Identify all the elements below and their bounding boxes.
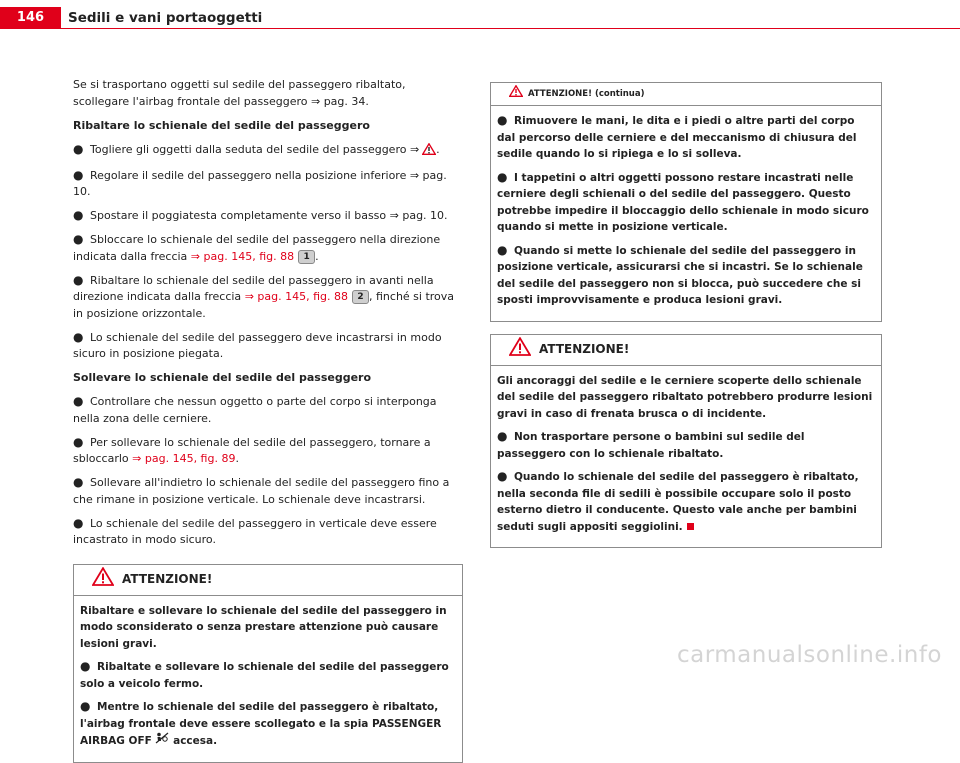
bullet-icon: ●	[73, 167, 84, 182]
page-number: 146	[0, 7, 61, 29]
warning-body-2	[491, 366, 881, 548]
bullet-icon: ●	[497, 169, 508, 184]
bullet-icon: ●	[73, 515, 84, 530]
bullet-icon: ●	[497, 429, 508, 443]
section-heading-raise: Sollevare lo schienale del sedile del passeggero	[73, 371, 372, 384]
list-item: ● Non trasportare persone o bambini sul sedile del passeggero con lo schienale ribaltato.	[497, 429, 805, 460]
warning-triangle-icon	[92, 567, 114, 592]
callout-badge: 2	[352, 290, 369, 304]
watermark: carmanualsonline.info	[676, 642, 942, 668]
list-item: ● Ribaltate e sollevare lo schienale del sedile del passeggero solo a veicolo fermo.	[80, 659, 449, 690]
warning-paragraph: Ribaltare e sollevare lo schienale del sedile del passeggero in modo sconsiderato o senza prestare attenzione può causare lesioni gravi.	[80, 604, 447, 650]
warning-title: ATTENZIONE!	[122, 572, 213, 587]
bullet-icon: ●	[73, 434, 84, 449]
warning-box	[73, 564, 463, 763]
bullet-icon: ●	[497, 469, 508, 483]
page-header	[0, 0, 960, 30]
warning-continued-box	[490, 82, 882, 322]
warning-box-2	[490, 334, 882, 549]
list-item: ● Rimuovere le mani, le dita e i piedi o altre parti del corpo dal percorso delle cerniere e del meccanismo di chiusura del sedile quando lo si ripiega e lo si solleva.	[497, 113, 857, 160]
list-item: ● Per sollevare lo schienale del sedile del passeggero, tornare a sbloccarlo ⇒ pag. 145, fig. 89.	[73, 434, 431, 465]
passenger-airbag-off-icon	[155, 735, 169, 747]
warning-body	[74, 596, 462, 762]
bullet-icon: ●	[80, 659, 91, 673]
list-item: ● I tappetini o altri oggetti possono restare incastrati nelle cerniere degli schienali o del sedile del passeggero. Questo potrebbe impedire il bloccaggio dello schienale in modo sicuro quando si mette in posizione verticale.	[497, 169, 869, 233]
list-item: ● Sbloccare lo schienale del sedile del passeggero nella direzione indicata dalla freccia ⇒ pag. 145, fig. 88 1 .	[73, 232, 441, 263]
bullet-icon: ●	[73, 208, 84, 222]
figure-reference-link[interactable]: ⇒ pag. 145, fig. 89	[132, 452, 236, 465]
list-item: ● Mentre lo schienale del sedile del passeggero è ribaltato, l'airbag frontale deve essere scollegato e la spia PASSENGER AIRBAG OFF accesa.	[80, 699, 442, 747]
bullet-icon: ●	[73, 329, 84, 344]
intro-paragraph: Se si trasportano oggetti sul sedile del passeggero ribaltato, scollegare l'airbag frontale del passeggero ⇒ pag. 34.	[73, 78, 406, 108]
warning-continued-header	[491, 83, 881, 106]
list-item: ● Ribaltare lo schienale del sedile del passeggero in avanti nella direzione indicata dalla freccia ⇒ pag. 145, fig. 88 2 , finché si trova in posizione orizzontale.	[73, 272, 455, 320]
warning-paragraph: Gli ancoraggi del sedile e le cerniere scoperte dello schienale del sedile del passeggero ribaltato potrebbero produrre lesioni gravi in caso di frenata brusca o di incidente.	[497, 374, 873, 420]
bullet-icon: ●	[73, 232, 84, 246]
warning-triangle-icon	[509, 337, 531, 362]
bullet-icon: ●	[73, 141, 84, 156]
list-item: ● Quando lo schienale del sedile del passeggero è ribaltato, nella seconda file di sedili è possibile occupare solo il posto esterno dietro il conducente. Questo vale anche per bambini seduti sugli appositi seggiolini.	[497, 469, 859, 533]
header-divider	[0, 28, 960, 29]
bullet-icon: ●	[73, 475, 84, 489]
bullet-icon: ●	[497, 242, 508, 257]
figure-reference-link[interactable]: ⇒ pag. 145, fig. 88	[190, 249, 295, 263]
bullet-icon: ●	[497, 113, 508, 127]
list-item: ● Lo schienale del sedile del passeggero deve incastrarsi in modo sicuro in posizione piegata.	[73, 329, 442, 360]
bullet-icon: ●	[73, 394, 84, 408]
warning-title-2: ATTENZIONE!	[539, 342, 630, 357]
warning-header	[74, 565, 462, 596]
section-end-marker	[687, 523, 694, 530]
bullet-icon: ●	[73, 272, 84, 287]
figure-reference-link[interactable]: ⇒ pag. 145, fig. 88	[244, 290, 348, 303]
list-item: ● Lo schienale del sedile del passeggero in verticale deve essere incastrato in modo sicuro.	[73, 515, 437, 546]
warning-triangle-icon	[509, 85, 523, 103]
bullet-icon: ●	[80, 699, 91, 713]
list-item: ● Togliere gli oggetti dalla seduta del sedile del passeggero ⇒ .	[73, 142, 463, 161]
list-item: ● Regolare il sedile del passeggero nella posizione inferiore ⇒ pag. 10.	[73, 167, 447, 198]
list-item: ● Controllare che nessun oggetto o parte del corpo si interponga nella zona delle cerniere.	[73, 394, 437, 425]
warning-header-2	[491, 335, 881, 366]
warning-continued-body	[491, 106, 881, 321]
right-column	[490, 82, 882, 548]
list-item: ● Sollevare all'indietro lo schienale del sedile del passeggero fino a che rimane in posizione verticale. Lo schienale deve incastrarsi.	[73, 475, 450, 506]
warning-triangle-icon	[422, 143, 436, 161]
list-item: ● Spostare il poggiatesta completamente verso il basso ⇒ pag. 10.	[73, 208, 448, 222]
page-title: Sedili e vani portaoggetti	[68, 10, 263, 26]
warning-continued-title: ATTENZIONE! (continua)	[528, 88, 645, 99]
callout-badge: 1	[298, 250, 315, 264]
left-column	[73, 77, 463, 763]
list-item: ● Quando si mette lo schienale del sedile del passeggero in posizione verticale, assicurarsi che si incastri. Se lo schienale del sedile del passeggero non si blocca, può succedere che si sposti improvvisamente e produca lesioni gravi.	[497, 242, 863, 306]
section-heading-fold: Ribaltare lo schienale del sedile del passeggero	[73, 118, 370, 132]
